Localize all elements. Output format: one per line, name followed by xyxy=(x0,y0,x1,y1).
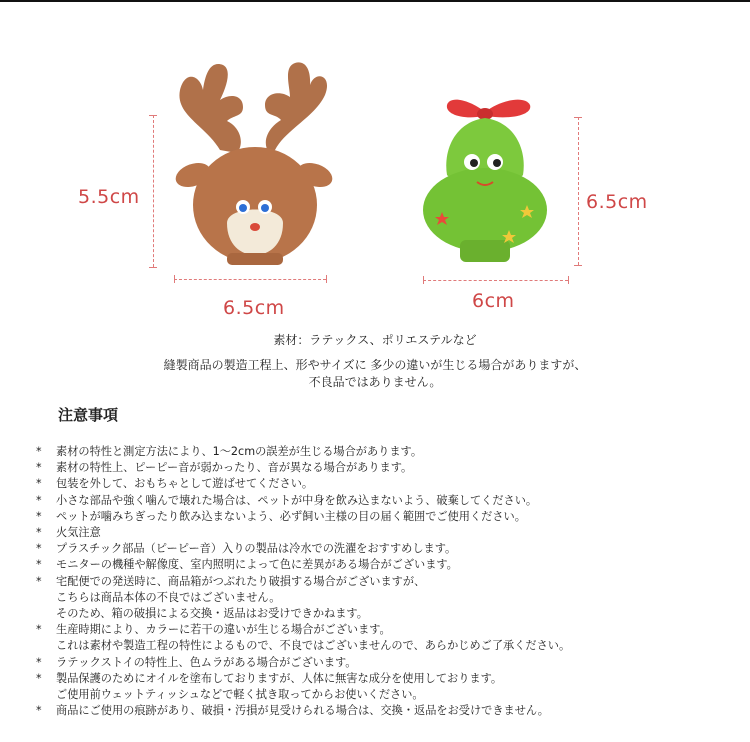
bullet-icon: * xyxy=(36,558,42,572)
bullet-icon: * xyxy=(36,623,42,637)
bullet-icon: * xyxy=(36,493,42,507)
tree-height-tick-top xyxy=(574,117,582,118)
bullet-icon: * xyxy=(36,509,42,523)
note-continuation: こちらは商品本体の不良ではございません。 xyxy=(56,590,281,604)
list-item xyxy=(36,655,570,671)
bullet-icon: * xyxy=(36,574,42,588)
note-text: 包装を外して、おもちゃとして遊ばせてください。 xyxy=(56,477,314,491)
material-line: 素材：ラテックス、ポリエステルなど xyxy=(273,333,477,347)
reindeer-width-label: 6.5cm xyxy=(223,297,285,319)
note-text: プラスチック部品（ピーピー音）入りの製品は冷水での洗濯をおすすめします。 xyxy=(56,542,457,556)
list-item xyxy=(36,476,570,492)
list-item xyxy=(36,557,570,573)
note-text: 素材の特性上、ピーピー音が弱かったり、音が異なる場合があります。 xyxy=(56,461,413,475)
tree-width-line xyxy=(423,280,568,281)
bullet-icon: * xyxy=(36,526,42,540)
note-text: 商品にご使用の痕跡があり、破損・汚損が見受けられる場合は、交換・返品をお受けできません。 xyxy=(56,704,549,718)
note-text: ペットが噛みちぎったり飲み込まないよう、必ず飼い主様の目の届く範囲でご使用ください。 xyxy=(56,509,526,523)
list-item xyxy=(36,622,570,654)
bullet-icon: * xyxy=(36,461,42,475)
list-item xyxy=(36,460,570,476)
tree-height-label: 6.5cm xyxy=(586,191,648,213)
reindeer-height-tick-top xyxy=(149,115,157,116)
reindeer-height-line xyxy=(153,115,154,267)
bullet-icon: * xyxy=(36,671,42,685)
tree-width-tick-right xyxy=(568,276,569,284)
bullet-icon: * xyxy=(36,704,42,718)
reindeer-width-line xyxy=(174,279,326,280)
reindeer-height-label: 5.5cm xyxy=(78,186,140,208)
list-item xyxy=(36,493,570,509)
note-text: 製品保護のためにオイルを塗布しておりますが、人体に無害な成分を使用しております。 xyxy=(56,671,503,685)
list-item xyxy=(36,541,570,557)
bullet-icon: * xyxy=(36,655,42,669)
notes-title: 注意事項 xyxy=(58,406,119,424)
list-item xyxy=(36,574,570,623)
note-continuation: そのため、箱の破損による交換・返品はお受けできかねます。 xyxy=(56,607,368,621)
disclaimer-line-2: 不良品ではありません。 xyxy=(308,375,442,389)
tree-width-label: 6cm xyxy=(472,290,515,312)
notes-list xyxy=(36,444,570,719)
bullet-icon: * xyxy=(36,477,42,491)
note-text: モニターの機種や解像度、室内照明によって色に差異がある場合がございます。 xyxy=(56,558,458,572)
note-text: 火気注意 xyxy=(56,526,101,540)
note-text: 小さな部品や強く噛んで壊れた場合は、ペットが中身を飲み込まないよう、破棄してください。 xyxy=(56,493,538,507)
reindeer-height-tick-bottom xyxy=(149,267,157,268)
note-continuation: ご使用前ウェットティッシュなどで軽く拭き取ってからお使いください。 xyxy=(56,688,424,702)
reindeer-toy-image xyxy=(165,55,345,270)
tree-toy-image xyxy=(415,90,555,270)
list-item xyxy=(36,509,570,525)
note-continuation: これは素材や製造工程の特性によるもので、不良ではございませんので、あらかじめご了承ください。 xyxy=(56,639,571,653)
reindeer-width-tick-left xyxy=(174,275,175,283)
note-text: 宅配便での発送時に、商品箱がつぶれたり破損する場合がございますが、 xyxy=(56,574,426,588)
bullet-icon: * xyxy=(36,542,42,556)
note-text: 生産時期により、カラーに若干の違いが生じる場合がございます。 xyxy=(56,623,391,637)
tree-width-tick-left xyxy=(423,276,424,284)
list-item xyxy=(36,525,570,541)
top-border xyxy=(0,0,750,2)
list-item xyxy=(36,671,570,703)
note-text: ラテックストイの特性上、色ムラがある場合がございます。 xyxy=(56,655,357,669)
tree-height-line xyxy=(578,117,579,265)
list-item xyxy=(36,444,570,460)
bullet-icon: * xyxy=(36,445,42,458)
tree-height-tick-bottom xyxy=(574,265,582,266)
note-text: 素材の特性と測定方法により、1〜2cmの誤差が生じる場合があります。 xyxy=(56,445,423,458)
reindeer-width-tick-right xyxy=(326,275,327,283)
disclaimer-line-1: 縫製商品の製造工程上、形やサイズに 多少の違いが生じる場合がありますが、 xyxy=(163,358,587,372)
list-item xyxy=(36,703,570,719)
